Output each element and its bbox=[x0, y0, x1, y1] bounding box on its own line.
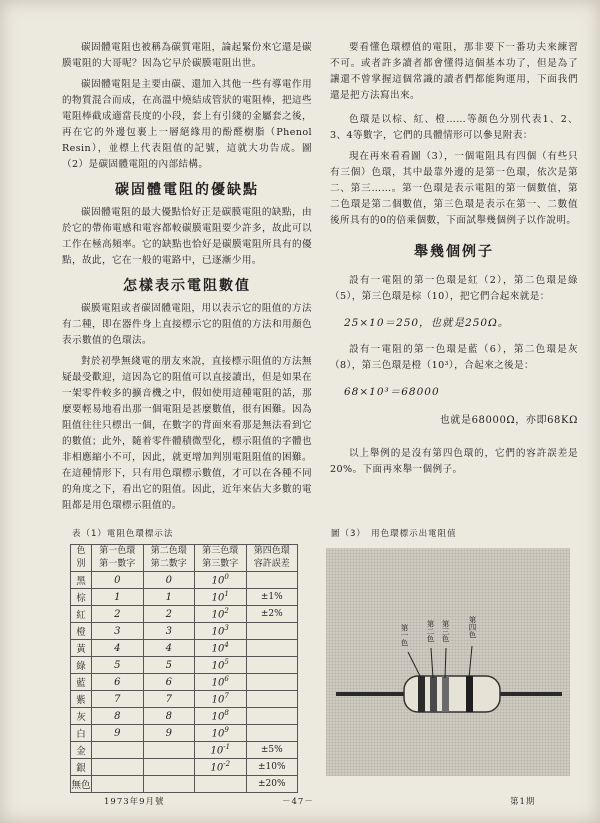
cell-second-digit: 1 bbox=[143, 589, 195, 606]
multiplier-base: 10 bbox=[211, 592, 225, 604]
formula: 25×10＝250，也就是250Ω。 bbox=[344, 317, 510, 329]
table-row bbox=[71, 708, 298, 725]
cell-multiplier bbox=[195, 776, 247, 793]
cell-first-digit: 6 bbox=[92, 674, 144, 691]
table-row bbox=[71, 776, 298, 793]
header-first: 第一色環 第一數字 bbox=[92, 545, 144, 572]
cell-multiplier bbox=[195, 657, 247, 674]
multiplier-base: 10 bbox=[210, 745, 224, 757]
section-heading: 怎樣表示電阻數值 bbox=[123, 278, 251, 294]
resistor-figure bbox=[326, 548, 570, 776]
cell-first-digit bbox=[92, 742, 144, 759]
multiplier-base: 10 bbox=[211, 643, 225, 655]
cell-second-digit: 7 bbox=[143, 691, 195, 708]
paragraph: 碳固體電阻也被稱為碳質電阻，論起緊份來它還是碳膜電阻的大哥呢？因為它早於碳膜電阻出世。 bbox=[62, 42, 312, 69]
cell-second-digit: 8 bbox=[143, 708, 195, 725]
cell-tolerance bbox=[246, 572, 298, 589]
color-band-4 bbox=[466, 676, 473, 712]
multiplier-base: 10 bbox=[211, 575, 225, 587]
cell-multiplier bbox=[195, 725, 247, 742]
cell-color: 白 bbox=[71, 725, 92, 742]
multiplier-base: 10 bbox=[210, 762, 224, 774]
paragraph: 對於初學無綫電的朋友來說，直接標示阻值的方法無疑最受歡迎，這因為它的阻值可以直接讀出，但是如果在一架零件較多的擴音機之中，假如使用這種電阻的話，那麼要輕易地看出那一個電阻是甚麼數值，很有困難。因為阻值往往只標出一個，在數字的背面來看那是無法看到它的數值；此外，隨着零件體積微型化，標示阻值的字體也非相應縮小不可，因此，就更增加判別電阻阻值的困難。在這種情形下，只有用色環標示數值，才可以在各種不同的角度之下，看出它的阻值。因此，近年來佔大多數的電阻都是用色環標示阻值的。 bbox=[62, 356, 312, 511]
formula: 68×10³＝68000 bbox=[344, 386, 440, 398]
paragraph: 碳固體電阻的最大優點恰好正是碳膜電阻的缺點，由於它的帶佈電感和電容都較碳膜電阻要少許多，故此可以工作在極高頻率。它的缺點也恰好是碳膜電阻所具有的優點，故此，它在一般的電路中，已逐漸少用。 bbox=[62, 207, 312, 266]
color-band-1 bbox=[418, 676, 425, 712]
paragraph: 設有一電阻的第一色環是藍（6），第二色環是灰（8），第三色環是橙（10³），合起來之後是： bbox=[330, 344, 578, 371]
cell-tolerance: ±10% bbox=[246, 759, 298, 776]
cell-tolerance bbox=[246, 674, 298, 691]
table-row bbox=[71, 606, 298, 623]
right-column bbox=[330, 40, 578, 483]
header-fourth: 第四色環 容許誤差 bbox=[246, 545, 298, 572]
paragraph: 色環是以棕、紅、橙……等顏色分別代表1、2、3、4等數字，它們的具體情形可以參見附表： bbox=[330, 114, 578, 141]
cell-color: 銀 bbox=[71, 759, 92, 776]
leader-line-4 bbox=[469, 646, 472, 678]
table-row bbox=[71, 640, 298, 657]
cell-color: 紫 bbox=[71, 691, 92, 708]
paragraph: 以上舉例的是沒有第四色環的，它們的容許誤差是20%。下面再來舉一個例子。 bbox=[330, 448, 578, 475]
cell-first-digit: 2 bbox=[92, 606, 144, 623]
cell-first-digit: 8 bbox=[92, 708, 144, 725]
cell-multiplier bbox=[195, 742, 247, 759]
cell-multiplier bbox=[195, 691, 247, 708]
multiplier-exponent: 7 bbox=[224, 692, 229, 701]
band-label-4: 第四色 bbox=[468, 616, 477, 639]
table-row bbox=[71, 691, 298, 708]
section-heading: 舉幾個例子 bbox=[414, 244, 494, 260]
cell-color: 橙 bbox=[71, 623, 92, 640]
figure-caption: 圖（3） 用色環標示出電阻值 bbox=[331, 529, 457, 539]
cell-first-digit: 1 bbox=[92, 589, 144, 606]
cell-tolerance: ±5% bbox=[246, 742, 298, 759]
table-header-row bbox=[71, 545, 298, 572]
band-label-2: 第二色 bbox=[426, 620, 435, 643]
table-body bbox=[71, 572, 298, 793]
cell-second-digit bbox=[143, 776, 195, 793]
cell-first-digit bbox=[92, 776, 144, 793]
multiplier-exponent: 1 bbox=[224, 590, 229, 599]
cell-first-digit: 7 bbox=[92, 691, 144, 708]
cell-color: 紅 bbox=[71, 606, 92, 623]
cell-multiplier bbox=[195, 640, 247, 657]
cell-tolerance: ±2% bbox=[246, 606, 298, 623]
cell-color: 黃 bbox=[71, 640, 92, 657]
cell-first-digit: 3 bbox=[92, 623, 144, 640]
cell-color: 藍 bbox=[71, 674, 92, 691]
table-row bbox=[71, 725, 298, 742]
cell-color: 黑 bbox=[71, 572, 92, 589]
cell-tolerance bbox=[246, 657, 298, 674]
resistor-diagram bbox=[326, 548, 570, 776]
color-band-3 bbox=[442, 676, 449, 712]
multiplier-exponent: -1 bbox=[223, 743, 231, 752]
cell-color: 無色 bbox=[71, 776, 92, 793]
multiplier-exponent: 3 bbox=[224, 624, 229, 633]
cell-multiplier bbox=[195, 623, 247, 640]
cell-multiplier bbox=[195, 589, 247, 606]
cell-color: 綠 bbox=[71, 657, 92, 674]
formula-result: 也就是68000Ω，亦即68KΩ bbox=[439, 415, 578, 426]
cell-second-digit: 4 bbox=[143, 640, 195, 657]
cell-first-digit: 0 bbox=[92, 572, 144, 589]
cell-first-digit bbox=[92, 759, 144, 776]
multiplier-base: 10 bbox=[211, 626, 225, 638]
cell-first-digit: 5 bbox=[92, 657, 144, 674]
header-color: 色 別 bbox=[71, 545, 92, 572]
band-label-1: 第一色 bbox=[400, 624, 409, 647]
multiplier-exponent: 6 bbox=[224, 675, 229, 684]
header-third: 第三色環 第三數字 bbox=[195, 545, 247, 572]
table-row bbox=[71, 759, 298, 776]
multiplier-base: 10 bbox=[211, 609, 225, 621]
issue-number: 第1期 bbox=[510, 797, 536, 807]
footer-date: 1973年9月號 bbox=[104, 797, 165, 807]
table-row bbox=[71, 589, 298, 606]
cell-multiplier bbox=[195, 708, 247, 725]
cell-color: 棕 bbox=[71, 589, 92, 606]
table-row bbox=[71, 572, 298, 589]
cell-second-digit: 2 bbox=[143, 606, 195, 623]
cell-tolerance: ±1% bbox=[246, 589, 298, 606]
section-heading: 碳固體電阻的優缺點 bbox=[115, 182, 259, 198]
cell-multiplier bbox=[195, 606, 247, 623]
paragraph: 現在再來看看圖（3），一個電阻具有四個（有些只有三個）色環，其中最靠外邊的是第一色環，依次是第二、第三……。第一色環是表示電阻的第一個數值，第二色環是第二個數值，第三色環是表示在第一、二數值後所具有的0的倍乘個數，下面試舉幾個例子以作說明。 bbox=[330, 151, 578, 226]
leader-line-1 bbox=[408, 652, 421, 678]
cell-color: 灰 bbox=[71, 708, 92, 725]
cell-tolerance bbox=[246, 691, 298, 708]
table-row bbox=[71, 623, 298, 640]
color-band-2 bbox=[430, 676, 437, 712]
cell-first-digit: 4 bbox=[92, 640, 144, 657]
multiplier-exponent: 2 bbox=[224, 607, 229, 616]
cell-second-digit: 5 bbox=[143, 657, 195, 674]
cell-tolerance bbox=[246, 623, 298, 640]
left-column bbox=[62, 40, 312, 519]
color-code-table bbox=[70, 544, 298, 793]
header-second: 第二色環 第二數字 bbox=[143, 545, 195, 572]
multiplier-base: 10 bbox=[211, 694, 225, 706]
cell-second-digit: 9 bbox=[143, 725, 195, 742]
cell-multiplier bbox=[195, 674, 247, 691]
cell-tolerance bbox=[246, 725, 298, 742]
leader-line-2 bbox=[431, 648, 433, 678]
cell-multiplier bbox=[195, 759, 247, 776]
cell-second-digit: 0 bbox=[143, 572, 195, 589]
paragraph: 設有一電阻的第一色環是紅（2），第二色環是綠（5），第三色環是棕（10），把它們合起來就是： bbox=[330, 275, 578, 302]
multiplier-base: 10 bbox=[211, 660, 225, 672]
page-number: －47－ bbox=[282, 797, 314, 807]
multiplier-base: 10 bbox=[211, 711, 225, 723]
multiplier-base: 10 bbox=[211, 677, 225, 689]
cell-first-digit: 9 bbox=[92, 725, 144, 742]
multiplier-exponent: 8 bbox=[224, 709, 229, 718]
multiplier-exponent: -2 bbox=[223, 760, 231, 769]
cell-multiplier bbox=[195, 572, 247, 589]
cell-tolerance bbox=[246, 708, 298, 725]
multiplier-exponent: 5 bbox=[224, 658, 229, 667]
multiplier-base: 10 bbox=[211, 728, 225, 740]
multiplier-exponent: 0 bbox=[224, 573, 229, 582]
paragraph: 碳固體電阻是主要由碳、還加入其他一些有導電作用的物質混合而成，在高溫中燒結成管狀的電阻棒，把這些電阻棒截成適當長度的小段，套上有引綫的金屬套之後，再在它的外邊包裹上一層絕緣用的酚醛樹脂（Phenol Resin），並標上代表阻值的記號，這就大功告成。圖（2）是碳固體電阻的內部結構。 bbox=[62, 79, 312, 170]
table-row bbox=[71, 742, 298, 759]
cell-second-digit: 3 bbox=[143, 623, 195, 640]
leader-line-3 bbox=[445, 648, 446, 678]
table-caption: 表（1）電阻色環標示法 bbox=[72, 529, 174, 539]
paragraph: 碳膜電阻或者碳固體電阻，用以表示它的阻值的方法有二種，即在器件身上直接標示它的阻值的方法和用顏色表示數值的色環法。 bbox=[62, 303, 312, 346]
cell-tolerance bbox=[246, 640, 298, 657]
cell-second-digit bbox=[143, 759, 195, 776]
table-row bbox=[71, 657, 298, 674]
multiplier-exponent: 4 bbox=[224, 641, 229, 650]
paragraph: 要看懂色環標值的電阻，那非要下一番功夫來練習不可。或者許多讀者都會懂得這個基本功了，但是為了讓還不曾掌握這個常識的讀者們都能夠運用，下面我們還是把方法寫出來。 bbox=[330, 42, 578, 101]
cell-second-digit bbox=[143, 742, 195, 759]
table-row bbox=[71, 674, 298, 691]
cell-second-digit: 6 bbox=[143, 674, 195, 691]
cell-tolerance: ±20% bbox=[246, 776, 298, 793]
multiplier-exponent: 9 bbox=[224, 726, 229, 735]
band-label-3: 第三色 bbox=[441, 620, 450, 643]
cell-color: 金 bbox=[71, 742, 92, 759]
